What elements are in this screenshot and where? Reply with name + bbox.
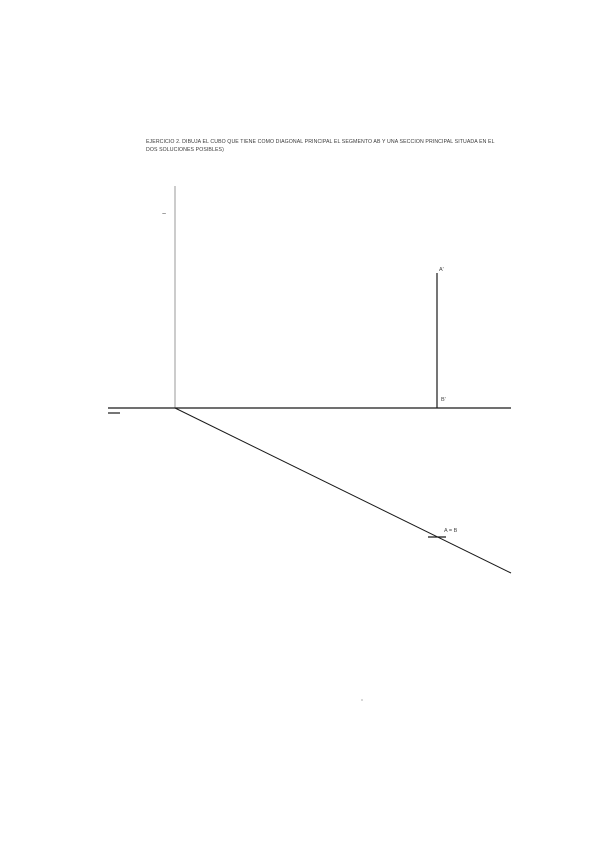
point-a-elevation-label: A' bbox=[439, 267, 444, 273]
statement-line-1: EJERCICIO 2. DIBUJA EL CUBO QUE TIENE COMO DIAGONAL PRINCIPAL EL SEGMENTO AB Y UNA SECCION PRINCIPAL SITUADA EN EL bbox=[146, 139, 495, 145]
inclined-reference-line bbox=[175, 408, 511, 573]
vertical-axis-mark: ~ bbox=[162, 211, 167, 218]
plan-point-label: A = B bbox=[444, 528, 458, 534]
stray-mark bbox=[361, 699, 362, 700]
statement-line-2: DOS SOLUCIONES POSIBLES) bbox=[146, 146, 224, 153]
point-b-elevation-label: B' bbox=[441, 397, 446, 403]
